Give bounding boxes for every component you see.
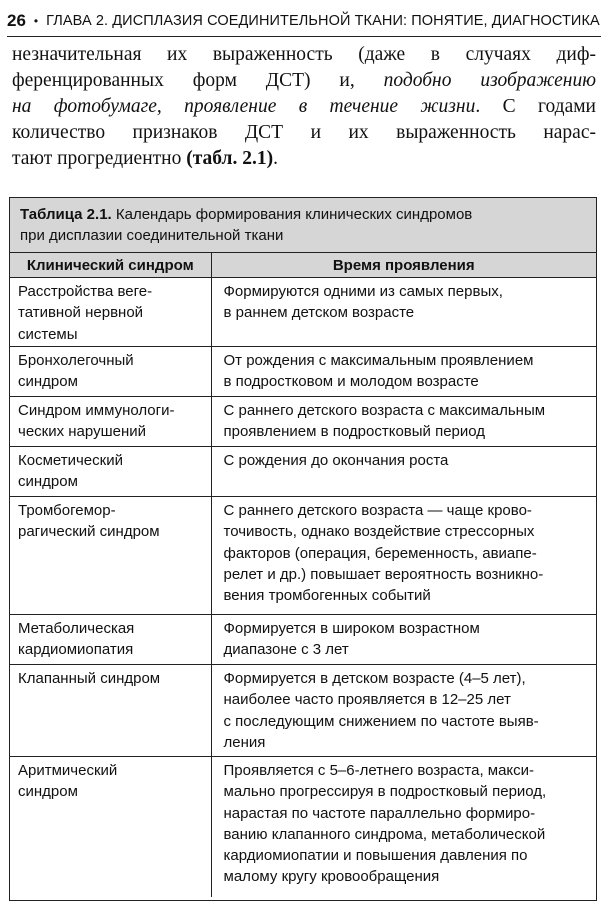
table-row: [10, 497, 596, 615]
time-text: Проявляется с 5–6-летнего возраста, макси-: [223, 762, 535, 779]
text-run: .: [273, 148, 278, 169]
time-text: проявлением в подростковый период: [223, 423, 486, 441]
paragraph-line: незначительная их выраженность (даже в случаях диф-: [12, 44, 596, 65]
time-text: в подростковом и молодом возрасте: [223, 373, 479, 391]
chapter-title: ГЛАВА 2. ДИСПЛАЗИЯ СОЕДИНИТЕЛЬНОЙ ТКАНИ: ПОНЯТИЕ, ДИАГНОСТИКА: [46, 13, 600, 29]
time-text: С раннего детского возраста с максимальным: [223, 402, 546, 419]
time-cell: [211, 397, 596, 447]
time-text: мально прогрессируя в подростковый период,: [223, 783, 547, 801]
body-paragraph: [12, 42, 596, 172]
time-cell: [211, 497, 596, 615]
syndrome-text: ческих нарушений: [18, 423, 146, 441]
time-text: с последующим снижением по частоте выяв-: [223, 712, 539, 730]
table-caption: [10, 198, 596, 253]
column-header-time: Время проявления: [211, 253, 596, 278]
syndrome-text: Метаболическая: [18, 620, 135, 637]
syndrome-cell: [10, 447, 211, 497]
syndrome-cell: [10, 615, 211, 665]
table-header-row: [10, 253, 596, 278]
italic-text-run: подобно изображению: [383, 70, 596, 91]
syndrome-text: Расстройства веге-: [18, 283, 153, 300]
text-run: тают прогредиентно: [12, 148, 187, 169]
table-row: [10, 615, 596, 665]
syndrome-text: синдром: [18, 373, 78, 391]
time-cell: [211, 615, 596, 665]
table-row: [10, 447, 596, 497]
syndrome-cell: [10, 665, 211, 757]
syndrome-cell: [10, 757, 211, 897]
italic-text-run: на фотобумаге, проявление в течение жизни: [12, 96, 476, 117]
syndrome-text: синдром: [18, 473, 78, 491]
time-cell: [211, 447, 596, 497]
time-text: малому кругу кровообращения: [223, 868, 440, 886]
paragraph-line: [12, 94, 596, 120]
time-text: Формируются одними из самых первых,: [223, 283, 503, 300]
syndrome-text: Синдром иммунологи-: [18, 402, 175, 419]
caption-text: Календарь формирования клинических синдромов: [111, 206, 473, 223]
caption-label: Таблица 2.1.: [20, 206, 112, 223]
time-text: факторов (операция, беременность, авиапе-: [223, 544, 537, 562]
header-divider: [7, 36, 601, 37]
syndrome-cell: [10, 347, 211, 397]
time-text: диапазоне с 3 лет: [223, 641, 349, 659]
page-number: 26: [7, 11, 26, 30]
text-run: ференцированных форм ДСТ) и,: [12, 70, 384, 91]
syndrome-text: Бронхолегочный: [18, 352, 134, 369]
caption-text-line2: при дисплазии соединительной ткани: [20, 227, 284, 244]
syndrome-cell: [10, 278, 211, 347]
table-row: [10, 397, 596, 447]
syndrome-text: Тромбогемор-: [18, 502, 116, 519]
syndrome-cell: [10, 497, 211, 615]
time-cell: [211, 757, 596, 897]
paragraph-line: [12, 146, 596, 172]
time-text: Формируется в широком возрастном: [223, 620, 480, 637]
syndrome-text: Клапанный синдром: [18, 670, 161, 687]
syndrome-text: синдром: [18, 783, 78, 801]
bullet-icon: •: [33, 14, 39, 28]
time-text: релет и др.) повышает вероятность возникно-: [223, 565, 544, 583]
syndrome-cell: [10, 397, 211, 447]
syndrome-table: [9, 197, 597, 901]
table-grid: [10, 253, 596, 897]
time-text: вения тромбогенных событий: [223, 587, 431, 605]
paragraph-line: количество признаков ДСТ и их выраженность нарас-: [12, 122, 596, 143]
syndrome-text: Косметический: [18, 452, 123, 469]
syndrome-text: тативной нервной: [18, 304, 144, 322]
time-cell: [211, 665, 596, 757]
time-text: нарастая по частоте параллельно формиро-: [223, 804, 536, 822]
time-text: Формируется в детском возрасте (4–5 лет),: [223, 670, 526, 687]
text-run: . С годами: [475, 96, 596, 117]
time-text: ванию клапанного синдрома, метаболической: [223, 825, 546, 843]
time-cell: [211, 347, 596, 397]
time-text: От рождения с максимальным проявлением: [223, 352, 534, 369]
table-row: [10, 278, 596, 347]
table-row: [10, 665, 596, 757]
time-text: кардиомиопатии и повышения давления по: [223, 847, 528, 865]
time-cell: [211, 278, 596, 347]
table-row: [10, 757, 596, 897]
time-text: ления: [223, 733, 266, 751]
table-row: [10, 347, 596, 397]
time-text: наиболее часто проявляется в 12–25 лет: [223, 691, 511, 709]
syndrome-text: рагический синдром: [18, 523, 160, 541]
syndrome-text: системы: [18, 325, 78, 343]
table-body: [10, 278, 596, 897]
time-text: С рождения до окончания роста: [223, 452, 449, 469]
syndrome-text: Аритмический: [18, 762, 118, 779]
table-reference: (табл. 2.1): [186, 148, 274, 169]
running-head: [7, 6, 601, 36]
time-text: точивость, однако воздействие стрессорных: [223, 523, 535, 541]
column-header-syndrome: Клинический синдром: [10, 253, 211, 278]
time-text: в раннем детском возрасте: [223, 304, 415, 322]
paragraph-line: [12, 68, 596, 94]
syndrome-text: кардиомиопатия: [18, 641, 134, 659]
time-text: С раннего детского возраста — чаще крово-: [223, 502, 532, 519]
